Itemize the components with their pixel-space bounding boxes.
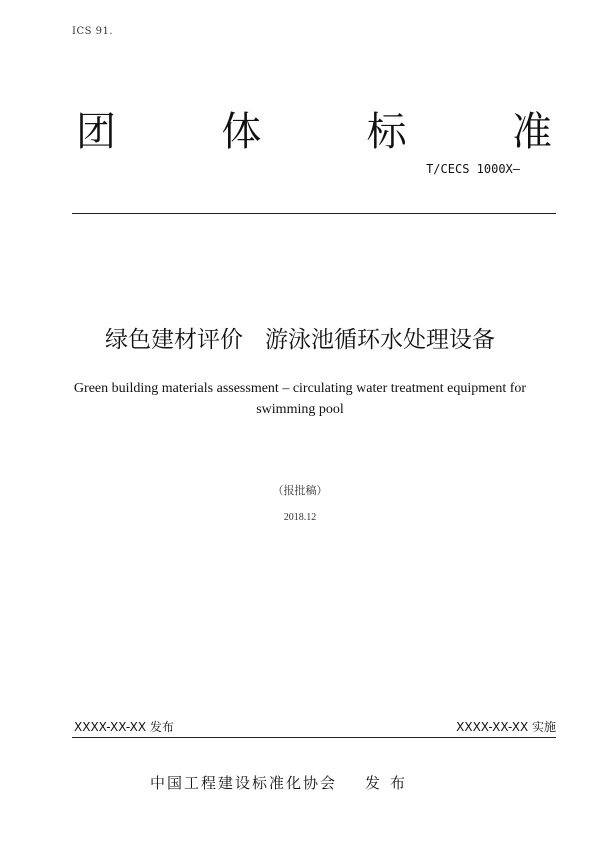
draft-status: （报批稿） [272,484,328,497]
title-zh-part1: 绿色建材评价 [105,327,243,353]
publisher-line [150,772,415,793]
publish-verb: 发布 [365,774,416,792]
title-zh-part2: 游泳池循环水处理设备 [265,327,495,353]
document-title-zh [0,325,600,355]
standard-type-title [76,108,552,156]
title-char: 标 [366,109,407,155]
title-char: 体 [221,109,262,155]
title-char: 团 [76,109,116,155]
bottom-divider [72,737,556,738]
ics-code: ICS 91. [72,26,114,37]
draft-date: 2018.12 [283,512,317,523]
document-title-en: Green building materials assessment – circulating water treatment equipment for swimming pool [73,381,527,417]
implementation-date: XXXX-XX-XX 实施 [456,720,556,734]
publisher-name: 中国工程建设标准化协会 [150,774,338,792]
issue-date: XXXX-XX-XX 发布 [74,720,174,734]
title-char: 准 [511,109,552,155]
standard-code: T/CECS 1000X— [426,162,520,176]
top-divider [72,213,556,214]
